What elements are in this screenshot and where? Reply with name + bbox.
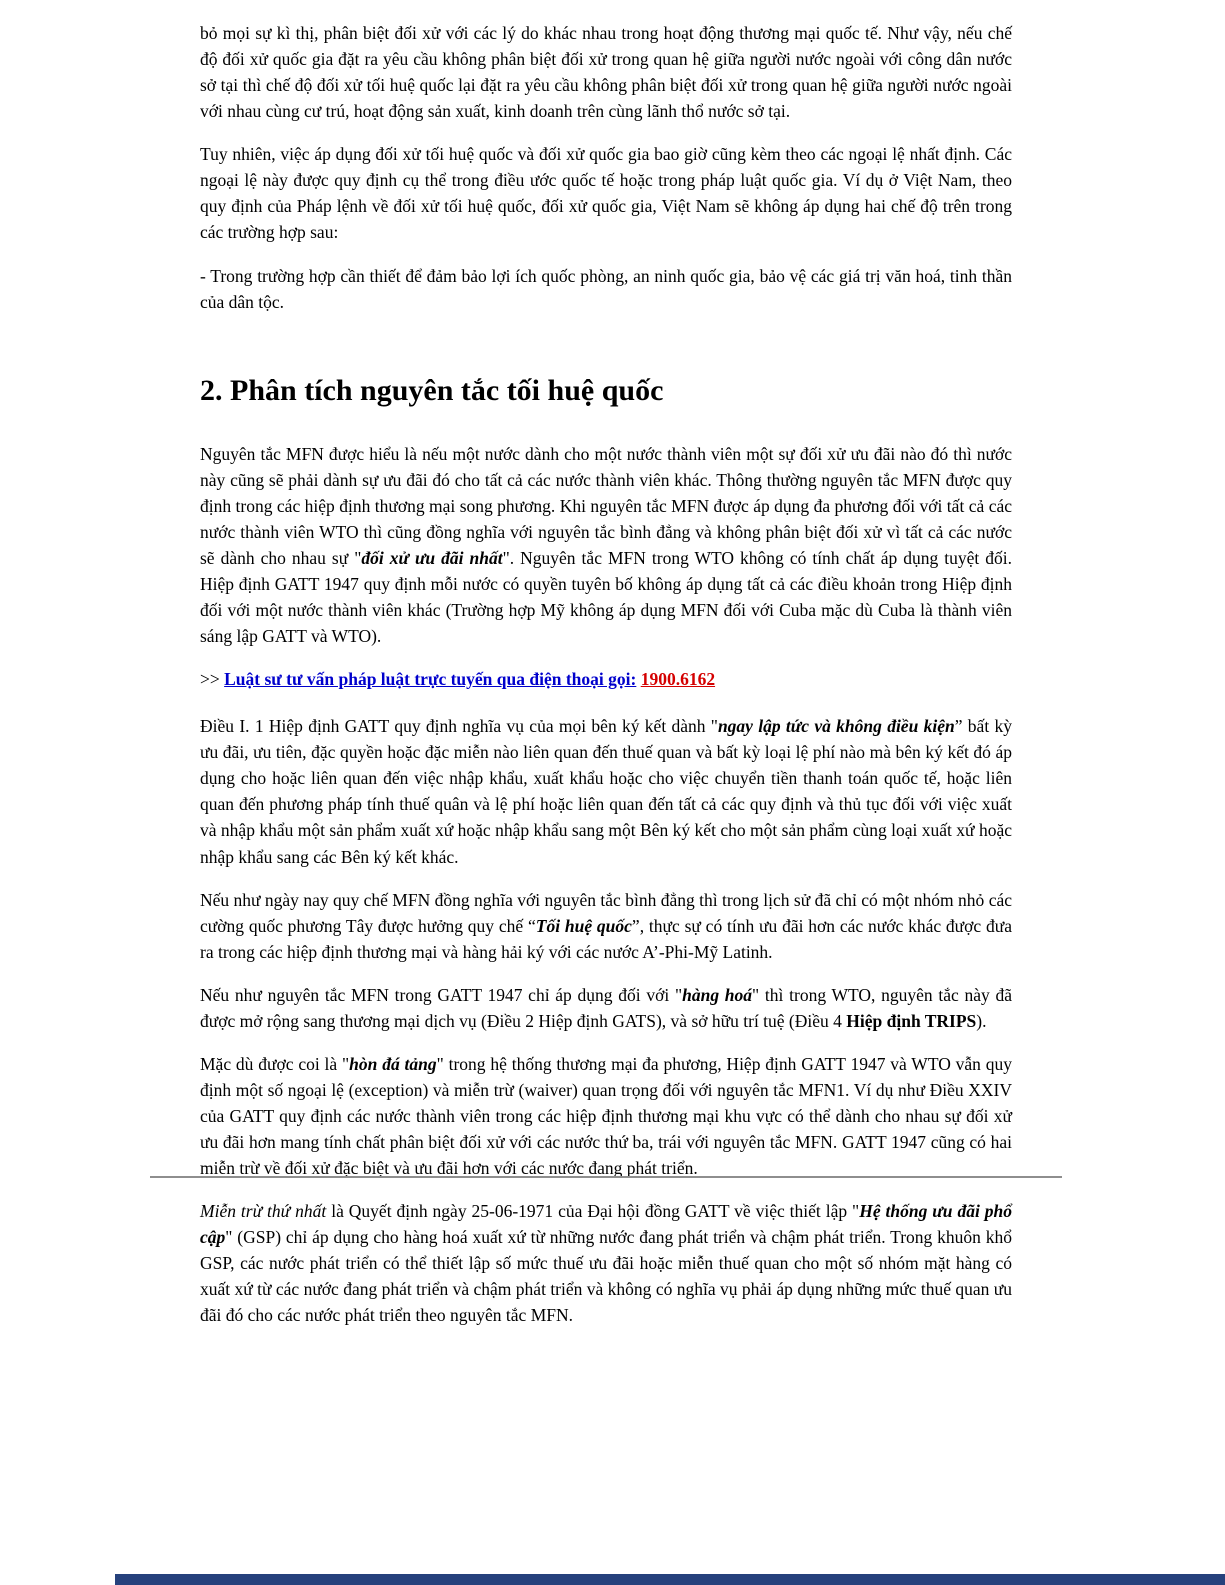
text-segment: Mặc dù được coi là "	[200, 1053, 350, 1074]
text-segment-emphasis: hàng hoá	[682, 984, 753, 1005]
consult-link-line	[200, 666, 1012, 692]
text-segment: Điều I. 1 Hiệp định GATT quy định nghĩa vụ của mọi bên ký kết dành "	[200, 716, 718, 737]
footer-bar	[115, 1574, 1225, 1585]
text-segment: ". Nguyên tắc MFN trong WTO không có tính chất áp dụng tuyệt đối. Hiệp định GATT 1947 quy định mỗi nước có quyền tuyên bố không áp dụng tất cả các điều khoản trong Hiệp định đối với một nước thành viên khác (Trường hợp Mỹ không áp dụng MFN đối với Cuba mặc dù Cuba là thành viên sáng lập GATT và WTO).	[200, 547, 1012, 647]
text-segment-emphasis: ngay lập tức và không điều kiện	[717, 716, 955, 737]
paragraph	[200, 1051, 1012, 1181]
text-segment: Nguyên tắc MFN được hiểu là nếu một nước dành cho một nước thành viên một sự đối xử ưu đãi nào đó thì nước này cũng sẽ phải dành sự ưu đãi đó cho tất cả các nước thành viên khác. Thông thường nguyên tắc MFN được quy định trong các hiệp định thương mại song phương. Khi nguyên tắc MFN được áp dụng đa phương đối với tất cả các nước thành viên WTO thì cũng đồng nghĩa với nguyên tắc bình đẳng và không phân biệt đối xử vì tất cả các nước sẽ dành cho nhau sự "	[200, 443, 1012, 568]
text-segment: >>	[200, 669, 225, 690]
phone-number-link[interactable]: 1900.6162	[640, 669, 716, 690]
text-segment-bold: Hiệp định TRIPS	[846, 1010, 977, 1031]
text-segment: " trong hệ thống thương mại đa phương, Hiệp định GATT 1947 và WTO vẫn quy định một số ngoại lệ (exception) và miễn trừ (waiver) quan trọng đối với nguyên tắc MFN1. Ví dụ như Điều XXIV của GATT quy định các nước thành viên trong các hiệp định thương mại khu vực có thể dành cho nhau sự đối xử ưu đãi hơn mang tính chất phân biệt đối xử với các nước thứ ba, trái với nguyên tắc MFN. GATT 1947 cũng có hai miễn trừ về đối xử đặc biệt và ưu đãi hơn với các nước đang phát triển.	[200, 1053, 1012, 1179]
paragraph	[200, 1198, 1012, 1328]
text-segment-italic: Miễn trừ thứ nhất	[200, 1201, 327, 1222]
text-segment-emphasis: Hệ thống ưu đãi phổ cập	[200, 1201, 1012, 1248]
paragraph: bỏ mọi sự kì thị, phân biệt đối xử với các lý do khác nhau trong hoạt động thương mại quốc tế. Như vậy, nếu chế độ đối xử quốc gia đặt ra yêu cầu không phân biệt đối xử trong quan hệ giữa người nước ngoài với công dân nước sở tại thì chế độ đối xử tối huệ quốc lại đặt ra yêu cầu không phân biệt đối xử trong quan hệ giữa người nước ngoài với nhau cùng cư trú, hoạt động sản xuất, kinh doanh trên cùng lãnh thổ nước sở tại.	[200, 23, 1012, 122]
text-segment: ” bất kỳ ưu đãi, ưu tiên, đặc quyền hoặc đặc miễn nào liên quan đến thuế quan và bất kỳ loại lệ phí nào mà bên ký kết đó áp dụng cho hoặc liên quan đến việc nhập khẩu, xuất khẩu hoặc cho việc chuyển tiền thanh toán quốc tế, hoặc liên quan đến phương pháp tính thuế quân và lệ phí hoặc liên quan đến tất cả các quy định và thủ tục đối với việc xuất và nhập khẩu một sản phẩm xuất xứ hoặc nhập khẩu sang một Bên ký kết cho một sản phẩm cùng loại xuất xứ hoặc nhập khẩu sang các Bên ký kết khác.	[200, 716, 1012, 867]
text-segment: Nếu như ngày nay quy chế MFN đồng nghĩa với nguyên tắc bình đẳng thì trong lịch sử đã chỉ có một nhóm nhỏ các cường quốc phương Tây được hưởng quy chế “	[200, 889, 1012, 936]
paragraph: Tuy nhiên, việc áp dụng đối xử tối huệ quốc và đối xử quốc gia bao giờ cũng kèm theo các ngoại lệ nhất định. Các ngoại lệ này được quy định cụ thể trong điều ước quốc tế hoặc trong pháp luật quốc gia. Ví dụ ở Việt Nam, theo quy định của Pháp lệnh về đối xử tối huệ quốc, đối xử quốc gia, Việt Nam sẽ không áp dụng hai chế độ trên trong các trường hợp sau:	[200, 144, 1012, 243]
paragraph	[200, 887, 1012, 965]
text-segment: là Quyết định ngày 25-06-1971 của Đại hội đồng GATT về việc thiết lập "	[326, 1201, 860, 1222]
divider	[150, 1176, 1062, 1178]
article-body	[200, 20, 1012, 1346]
text-segment: Nếu như nguyên tắc MFN trong GATT 1947 chỉ áp dụng đối với "	[200, 984, 683, 1005]
paragraph	[200, 713, 1012, 869]
paragraph	[200, 441, 1012, 650]
text-segment-emphasis: hòn đá tảng	[349, 1053, 437, 1074]
consult-link[interactable]: Luật sư tư vấn pháp luật trực tuyến qua điện thoại gọi:	[224, 669, 637, 690]
paragraph: - Trong trường hợp cần thiết để đảm bảo lợi ích quốc phòng, an ninh quốc gia, bảo vệ các giá trị văn hoá, tinh thần của dân tộc.	[200, 265, 1012, 312]
text-segment-emphasis: đối xử ưu đãi nhất	[361, 547, 503, 568]
text-segment: " thì trong WTO, nguyên tắc này đã được mở rộng sang thương mại dịch vụ (Điều 2 Hiệp định GATS), và sở hữu trí tuệ (Điều 4	[200, 984, 1013, 1031]
text-segment-emphasis: Tối huệ quốc	[535, 915, 632, 936]
text-segment: " (GSP) chỉ áp dụng cho hàng hoá xuất xứ từ những nước đang phát triển và chậm phát triển. Trong khuôn khổ GSP, các nước phát triển có thể thiết lập số mức thuế ưu đãi hoặc miễn thuế quan cho một số nhóm mặt hàng có xuất xứ từ các nước đang phát triển và chậm phát triển và không có nghĩa vụ phải áp dụng những mức thuế quan ưu đãi đó cho các nước phát triển theo nguyên tắc MFN.	[200, 1227, 1012, 1326]
text-segment: ).	[976, 1010, 987, 1031]
paragraph	[200, 982, 1012, 1034]
section-heading: 2. Phân tích nguyên tắc tối huệ quốc	[200, 373, 664, 407]
text-segment: ”, thực sự có tính ưu đãi hơn các nước khác được đưa ra trong các hiệp định thương mại và hàng hải ký với các nước A’-Phi-Mỹ Latinh.	[200, 915, 1012, 962]
